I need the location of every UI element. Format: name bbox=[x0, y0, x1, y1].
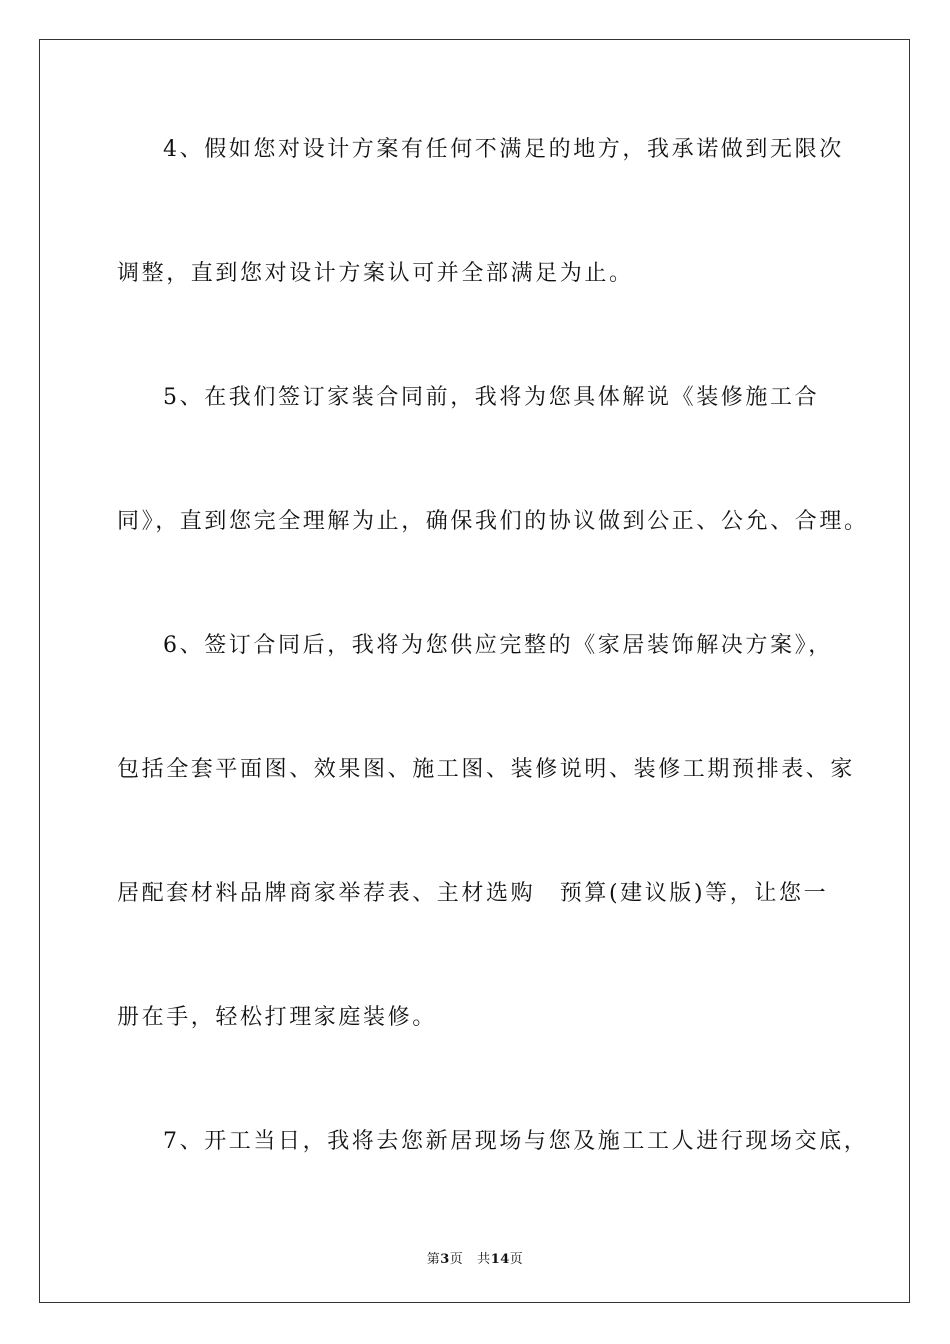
footer-total-pages: 14 bbox=[490, 1252, 510, 1267]
paragraph-4-line-1: 4、假如您对设计方案有任何不满足的地方，我承诺做到无限次 bbox=[163, 137, 844, 162]
footer-total-prefix: 共 bbox=[477, 1252, 491, 1267]
paragraph-7-line-1: 7、开工当日，我将去您新居现场与您及施工工人进行现场交底， bbox=[163, 1129, 869, 1154]
footer-page-number: 3 bbox=[440, 1252, 450, 1267]
paragraph-6-line-1: 6、签订合同后，我将为您供应完整的《家居装饰解决方案》， bbox=[163, 633, 833, 658]
paragraph-5-line-2: 同》，直到您完全理解为止，确保我们的协议做到公正、公允、合理。 bbox=[117, 509, 869, 534]
footer-page-suffix: 页 bbox=[449, 1252, 464, 1267]
paragraph-6-line-2: 包括全套平面图、效果图、施工图、装修说明、装修工期预排表、家 bbox=[117, 757, 856, 782]
paragraph-5-line-1: 5、在我们签订家装合同前，我将为您具体解说《装修施工合 bbox=[163, 385, 820, 410]
paragraph-6-line-4: 册在手，轻松打理家庭装修。 bbox=[117, 1005, 437, 1030]
paragraph-4-line-2: 调整，直到您对设计方案认可并全部满足为止。 bbox=[117, 261, 634, 286]
page-frame bbox=[39, 39, 910, 1303]
page-footer bbox=[0, 1248, 950, 1267]
paragraph-6-line-3: 居配套材料品牌商家举荐表、主材选购 预算(建议版)等，让您一 bbox=[117, 881, 829, 906]
footer-total-suffix: 页 bbox=[509, 1252, 524, 1267]
footer-page-prefix: 第 bbox=[426, 1252, 441, 1267]
